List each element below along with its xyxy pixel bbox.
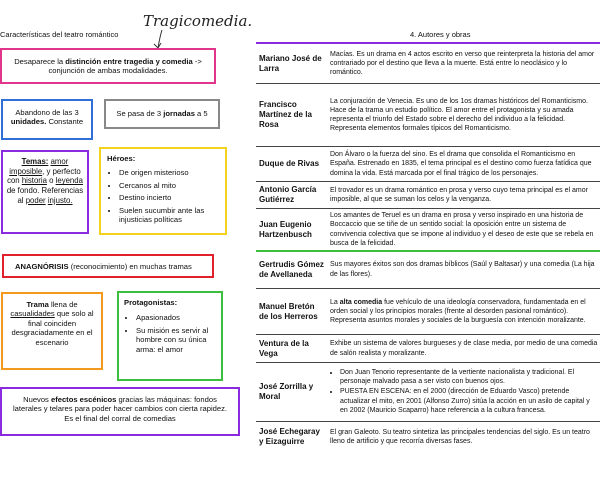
effects-pre: Nuevos [23, 395, 51, 404]
themes-t2: o [46, 176, 56, 186]
author-work [326, 44, 600, 83]
author-name: Francisco Martínez de la Rosa [259, 100, 312, 129]
effects-bold: efectos escénicos [50, 395, 117, 404]
handwritten-note: Tragicomedia. [143, 12, 253, 30]
author-name: Duque de Rivas [259, 159, 320, 169]
table-row [256, 363, 600, 422]
work-text: Macías. Es un drama en 4 actos escrito en verso que reinterpreta la historia del amor contrariado por el destino que lleva a la muerte. Está entre lo neoclásico y lo romántico. [330, 50, 595, 77]
work-text: Exhibe un sistema de valores burgueses y de clase media, por medio de una comedia de salón realista y moralizante. [330, 340, 598, 357]
box3-post: a 5 [194, 109, 208, 118]
protagonists-item: • Apasionados [136, 313, 218, 322]
table-row [256, 209, 600, 251]
author-work [326, 84, 600, 146]
anagnorisis-bold: ANAGNÓRISIS [15, 262, 69, 271]
box1-line2: conjunción de ambas modalidades. [48, 66, 168, 76]
author-work [326, 209, 600, 250]
protagonists-heading: Protagonistas: [124, 298, 178, 307]
work-text: fue vehículo de una ideología conservadora, fundamentada en el orden social y los principios morales (frente al desorden pasional romántico). Representa asuntos morales y sociales de la burguesía con intención moralizante. [330, 298, 586, 325]
author-name: Manuel Bretón de los Herreros [259, 301, 318, 321]
box-tragedy-comedy [0, 48, 216, 84]
work-text: Don Álvaro o la fuerza del sino. Es el drama que consolida el Romanticismo en España. Estrenado en 1835, el tema principal es el destino como fuerza fatídica que domina la vida. Está marcada por el final trágico de los personajes. [330, 151, 592, 177]
work-text: La conjuración de Venecia. Es uno de los 1os dramas históricos del Romanticismo. Hace de la trama un estudio político. El amor entre el protagonista y su amada representa el triunfo del Estado sobre el derecho del individuo a la felicidad. Representa elementos formales típicos del Romanticismo. [330, 97, 588, 133]
box3-pre: Se pasa de 3 [116, 109, 164, 118]
left-title: Características del teatro romántico [0, 30, 119, 39]
table-row [256, 335, 600, 363]
author-name: Ventura de la Vega [259, 338, 309, 358]
heroes-item: • Suelen sucumbir ante las injusticias políticas [119, 206, 221, 225]
box-heroes [99, 147, 227, 235]
box-scenic-effects [0, 387, 240, 436]
box-themes [1, 150, 89, 234]
list-item: • Don Juan Tenorio representante de la vertiente nacionalista y tradicional. El personaje malvado pasa a ser visto con buenos ojos. [340, 368, 598, 386]
authors-table [256, 44, 600, 452]
work-text: Sus mayores éxitos son dos dramas bíblicos (Saúl y Baltasar) y una comedia (La hija de las flores). [330, 261, 595, 278]
author-name: Antonio García Gutiérrez [259, 185, 317, 204]
themes-injusto: injusto. [47, 195, 73, 205]
author-work [326, 335, 600, 362]
left-panel [0, 0, 253, 480]
plot-casualidades: casualidades [10, 309, 55, 319]
table-row [256, 84, 600, 147]
plot-bold: Trama [26, 300, 49, 309]
heroes-heading: Héroes: [107, 154, 136, 163]
right-title: 4. Autores y obras [410, 30, 471, 39]
heroes-item: • Cercanos al mito [119, 181, 221, 190]
author-name: José Echegaray y Eizaguirre [259, 427, 320, 446]
work-bold: alta comedia [339, 298, 383, 306]
arrow-icon [150, 28, 170, 50]
box2-bold: unidades. [10, 117, 47, 127]
themes-label: Temas: [21, 157, 49, 166]
box3-bold: jornadas [163, 109, 195, 118]
table-row [256, 182, 600, 209]
themes-leyenda: leyenda [55, 176, 83, 186]
author-work [326, 251, 600, 288]
author-name: Gertrudis Gómez de Avellaneda [259, 259, 324, 279]
box2-pre: Abandono de las 3 [15, 108, 79, 117]
author-name: Juan Eugenio Hartzenbusch [259, 219, 312, 239]
box-unities [1, 99, 93, 140]
box-plot [1, 292, 103, 370]
themes-amor: amor [50, 157, 69, 166]
author-work [326, 147, 600, 181]
work-text: Los amantes de Teruel es un drama en prosa y verso inspirado en una historia de Boccaccio que se tiñe de un sentido social: la oposición entre un sistema de convivencia colectiva que se impone al individuo y el deseo de este que se rebela en busca de la felicidad. [330, 212, 594, 247]
heroes-item: • De origen misterioso [119, 168, 221, 177]
work-text: El gran Galeoto. Su teatro sintetiza las principales tendencias del siglo. Es un teatro lleno de artificio y que recorría diversas fases. [330, 428, 590, 445]
heroes-list [107, 168, 221, 224]
table-row [256, 147, 600, 182]
list-item: • PUESTA EN ESCENA: en el 2000 (dirección de Eduardo Vasco) pretende actualizar el mito, en 2001 (Alfonso Zurro) sitúa la acción en un asilo de capital y en 2002 (Mauricio Scaparro) hace referencia a la cultura francesa. [340, 387, 598, 415]
anagnorisis-rest: (reconocimiento) en muchas tramas [68, 262, 192, 271]
themes-poder: poder [25, 195, 46, 205]
effects-post: gracias las máquinas: fondos laterales y telares para poder hacer cambios con cierta rapidez. Es el final del corral de comedias [12, 395, 227, 423]
work-text: La [330, 298, 340, 306]
themes-t3: de fondo. Referencias al [6, 186, 84, 205]
themes-t1: , y perfecto con [7, 166, 81, 186]
author-work [326, 182, 600, 208]
work-text: El trovador es un drama romántico en prosa y verso cuyo tema principal es el amor imposible, al que se suman los celos y la venganza. [330, 186, 588, 203]
table-row [256, 422, 600, 452]
table-row [256, 289, 600, 335]
zorrilla-list [330, 368, 598, 416]
themes-imposible: imposible [9, 166, 43, 176]
box2-post: Constante [46, 117, 84, 127]
table-row [256, 44, 600, 84]
author-work [326, 363, 600, 421]
plot-t2: que solo al final coinciden desgraciadamente en el escenario [11, 309, 94, 347]
box1-post: -> [192, 57, 202, 66]
author-work [326, 289, 600, 334]
protagonists-list [124, 313, 218, 354]
table-row [256, 251, 600, 289]
author-name: José Zorrilla y Moral [259, 382, 314, 401]
author-name: Mariano José de Larra [259, 53, 322, 73]
heroes-item: • Destino incierto [119, 193, 221, 202]
box1-bold: distinción entre tragedia y comedia [65, 57, 193, 66]
author-work [326, 422, 600, 452]
themes-historia: historia [21, 176, 47, 186]
plot-t1: llena de [48, 300, 78, 309]
box-protagonists [117, 291, 223, 381]
box-jornadas [104, 99, 220, 129]
box-anagnorisis [2, 254, 214, 278]
protagonists-item: • Su misión es servir al hombre con su única arma: el amor [136, 326, 218, 354]
box1-pre: Desaparece la [14, 57, 66, 66]
